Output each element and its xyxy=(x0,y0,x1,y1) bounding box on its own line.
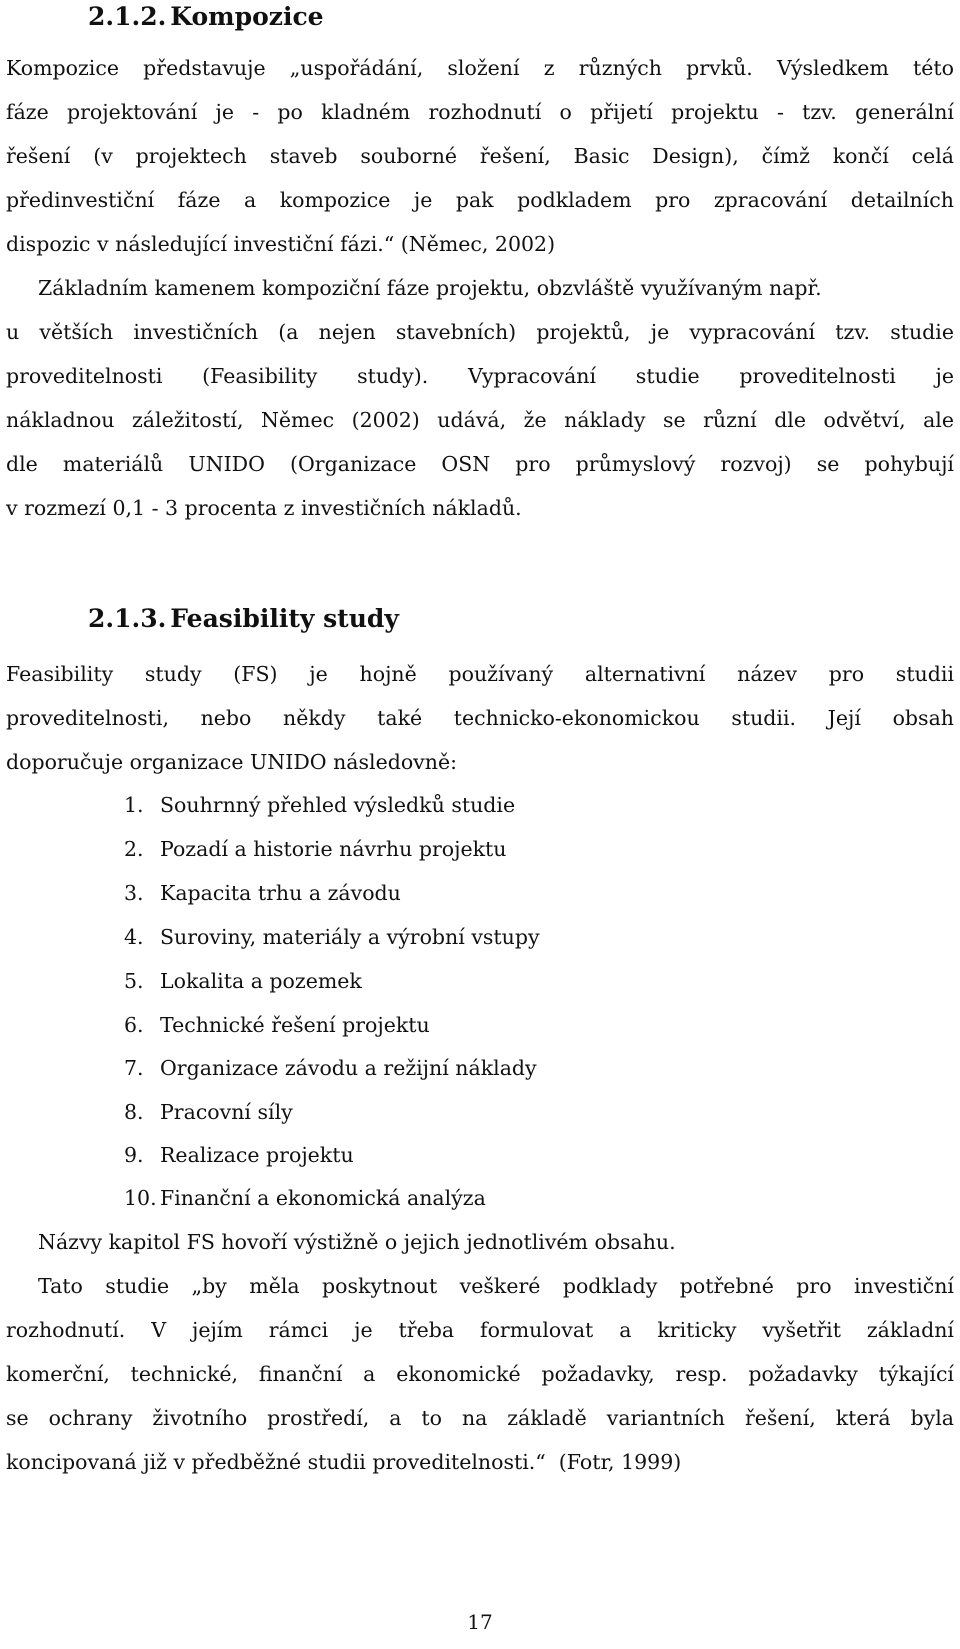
list-number: 3. xyxy=(124,881,144,905)
list-text: Kapacita trhu a závodu xyxy=(160,881,401,905)
list-text: Organizace závodu a režijní náklady xyxy=(160,1056,537,1080)
quote-line: koncipovaná již v předběžné studii proveditelnosti.“ (Fotr, 1999) xyxy=(6,1450,682,1474)
list-item xyxy=(124,835,506,863)
paragraph-line: předinvestiční fáze a kompozice je pak podkladem pro zpracování detailních xyxy=(6,188,954,212)
list-number: 4. xyxy=(124,925,144,949)
paragraph-line: Feasibility study (FS) je hojně používaný alternativní název pro studii xyxy=(6,662,954,686)
paragraph-line: Kompozice představuje „uspořádání, složení z různých prvků. Výsledkem této xyxy=(6,56,954,80)
list-number: 5. xyxy=(124,969,144,993)
list-text: Souhrnný přehled výsledků studie xyxy=(160,793,516,817)
list-item xyxy=(124,1054,537,1082)
section-heading-kompozice xyxy=(88,2,324,32)
list-number: 8. xyxy=(124,1100,144,1124)
section-number: 2.1.3. xyxy=(88,604,167,633)
list-number: 7. xyxy=(124,1056,144,1080)
list-item xyxy=(124,791,515,819)
list-number: 2. xyxy=(124,837,144,861)
section-title: Feasibility study xyxy=(170,604,399,633)
section-heading-feasibility-study xyxy=(88,604,399,634)
paragraph-line: u větších investičních (a nejen stavebních) projektů, je vypracování tzv. studie xyxy=(6,320,954,344)
list-item xyxy=(124,967,362,995)
quote-line: se ochrany životního prostředí, a to na základě variantních řešení, která byla xyxy=(6,1406,954,1430)
paragraph-line: Názvy kapitol FS hovoří výstižně o jejich jednotlivém obsahu. xyxy=(38,1230,676,1254)
list-text: Suroviny, materiály a výrobní vstupy xyxy=(160,925,540,949)
paragraph-line: nákladnou záležitostí, Němec (2002) udává, že náklady se různí dle odvětví, ale xyxy=(6,408,954,432)
list-item xyxy=(124,1141,354,1169)
quote-line: rozhodnutí. V jejím rámci je třeba formulovat a kriticky vyšetřit základní xyxy=(6,1318,954,1342)
list-number: 10. xyxy=(124,1186,157,1210)
list-text: Technické řešení projektu xyxy=(160,1013,430,1037)
list-text: Realizace projektu xyxy=(160,1143,354,1167)
list-item xyxy=(124,923,540,951)
paragraph-line: v rozmezí 0,1 - 3 procenta z investičních nákladů. xyxy=(6,496,522,520)
list-item xyxy=(124,1098,293,1126)
quote-line: komerční, technické, finanční a ekonomické požadavky, resp. požadavky týkající xyxy=(6,1362,954,1386)
list-number: 6. xyxy=(124,1013,144,1037)
list-number: 9. xyxy=(124,1143,144,1167)
paragraph-line: dispozic v následující investiční fázi.“ (Němec, 2002) xyxy=(6,232,556,256)
list-item xyxy=(124,1184,486,1212)
paragraph-line: doporučuje organizace UNIDO následovně: xyxy=(6,750,458,774)
list-number: 1. xyxy=(124,793,144,817)
section-title: Kompozice xyxy=(170,2,324,31)
paragraph-line: proveditelnosti (Feasibility study). Vypracování studie proveditelnosti je xyxy=(6,364,954,388)
paragraph-line: dle materiálů UNIDO (Organizace OSN pro průmyslový rozvoj) se pohybují xyxy=(6,452,954,476)
list-item xyxy=(124,1011,430,1039)
paragraph-line: řešení (v projektech staveb souborné řešení, Basic Design), čímž končí celá xyxy=(6,144,954,168)
list-text: Finanční a ekonomická analýza xyxy=(160,1186,486,1210)
list-text: Lokalita a pozemek xyxy=(160,969,362,993)
quote-line: Tato studie „by měla poskytnout veškeré podklady potřebné pro investiční xyxy=(38,1274,954,1298)
paragraph-line: Základním kamenem kompoziční fáze projektu, obzvláště využívaným např. xyxy=(38,276,822,300)
page-number: 17 xyxy=(467,1610,493,1634)
list-text: Pracovní síly xyxy=(160,1100,293,1124)
list-item xyxy=(124,879,401,907)
list-text: Pozadí a historie návrhu projektu xyxy=(160,837,507,861)
paragraph-line: fáze projektování je - po kladném rozhodnutí o přijetí projektu - tzv. generální xyxy=(6,100,954,124)
paragraph-line: proveditelnosti, nebo někdy také technicko-ekonomickou studii. Její obsah xyxy=(6,706,954,730)
section-number: 2.1.2. xyxy=(88,2,167,31)
